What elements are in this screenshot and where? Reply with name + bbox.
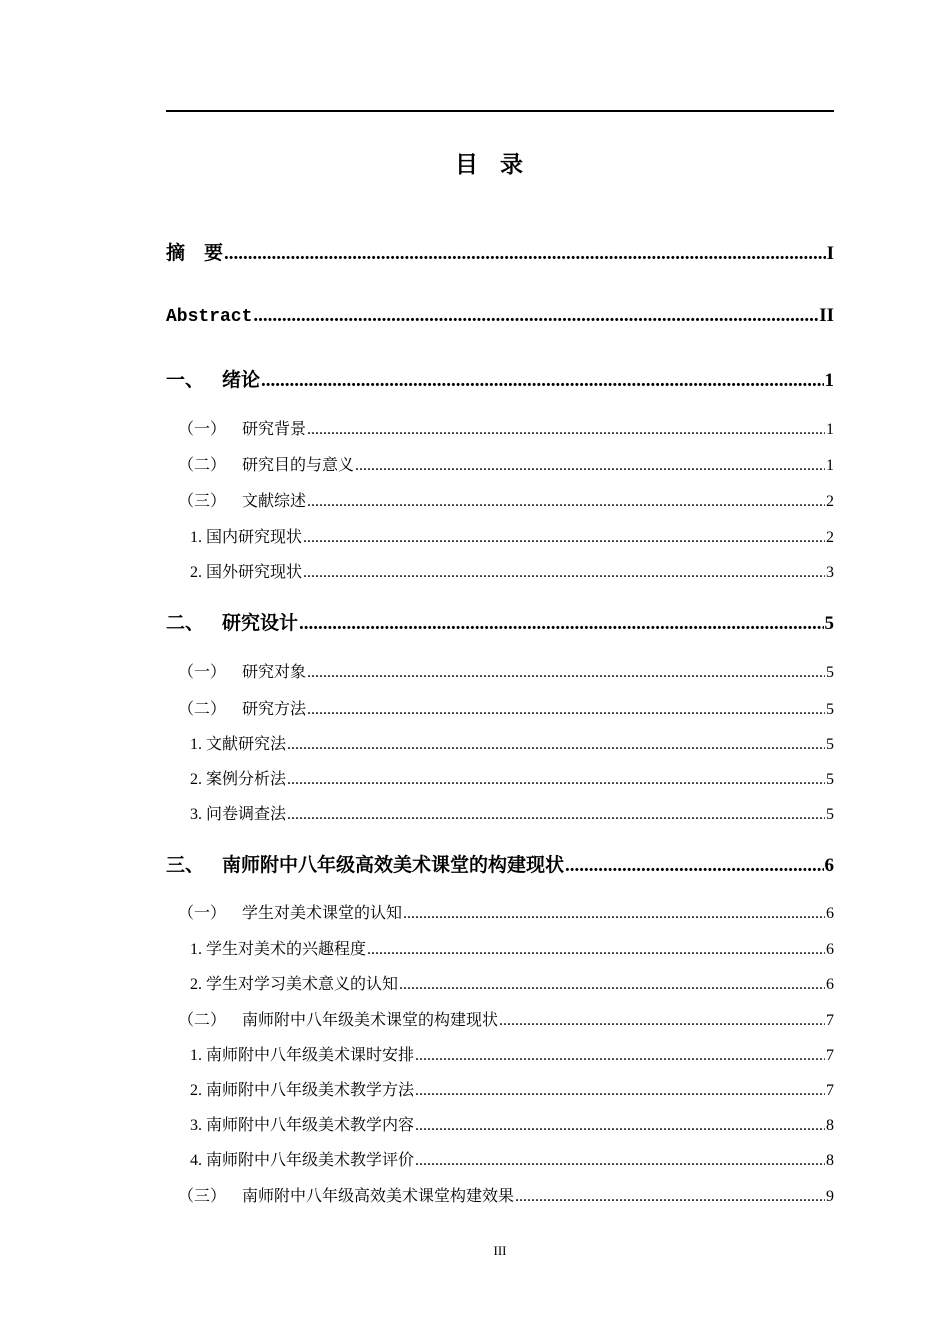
- toc-leader: [415, 1115, 825, 1137]
- toc-entry-subsection-1-3-2[interactable]: [166, 562, 834, 584]
- toc-entry-text: 案例分析法: [206, 771, 287, 788]
- toc-entry-number: （一）: [178, 421, 227, 438]
- toc-leader: [303, 527, 825, 549]
- toc-entry-text: 研究方法: [242, 701, 307, 718]
- toc-entry-text: 国内研究现状: [206, 529, 303, 546]
- toc-leader: [261, 368, 823, 394]
- toc-page-number: 2: [826, 493, 834, 510]
- toc-entry-number: （二）: [178, 457, 227, 474]
- toc-entry-number: 4.: [190, 1152, 202, 1169]
- toc-title: 目录: [455, 152, 545, 178]
- toc-entry-number: 2.: [190, 564, 202, 581]
- toc-entry-text: 研究背景: [242, 421, 307, 438]
- toc-entry-section-1-2[interactable]: [166, 455, 834, 477]
- toc-entry-text: 南师附中八年级高效美术课堂的构建现状: [222, 854, 565, 876]
- toc-page-number: 6: [826, 976, 834, 993]
- toc-leader: [287, 769, 825, 791]
- toc-entry-section-3-2[interactable]: [166, 1010, 834, 1032]
- toc-entry-number: 二、: [166, 612, 205, 634]
- toc-entry-text: 南师附中八年级美术教学方法: [206, 1082, 415, 1099]
- toc-page-number: 1: [826, 457, 834, 474]
- toc-entry-text: 学生对美术的兴趣程度: [206, 941, 367, 958]
- toc-entry-subsection-3-1-1[interactable]: [166, 939, 834, 961]
- toc-leader: [403, 903, 825, 925]
- toc-page-number: 6: [826, 941, 834, 958]
- toc-leader: [253, 303, 818, 329]
- toc-page-number: 5: [826, 771, 834, 788]
- toc-entry-text: 国外研究现状: [206, 564, 303, 581]
- toc-page-number: 5: [824, 613, 834, 634]
- toc-page-number: 8: [826, 1117, 834, 1134]
- toc-entry-text: 学生对学习美术意义的认知: [206, 976, 399, 993]
- toc-entry-number: （一）: [178, 905, 227, 922]
- toc-entry-section-1-1[interactable]: [166, 419, 834, 441]
- toc-entry-subsection-2-2-2[interactable]: [166, 769, 834, 791]
- toc-entry-text: 研究对象: [242, 664, 307, 681]
- toc-page-number: 9: [826, 1188, 834, 1205]
- toc-entry-number: 1.: [190, 1047, 202, 1064]
- toc-leader: [367, 939, 825, 961]
- toc-entry-subsection-3-1-2[interactable]: [166, 974, 834, 996]
- toc-entry-subsection-3-2-1[interactable]: [166, 1045, 834, 1067]
- toc-entry-text: 文献综述: [242, 493, 307, 510]
- toc-entry-text: 南师附中八年级美术教学内容: [206, 1117, 415, 1134]
- toc-entry-subsection-3-2-2[interactable]: [166, 1080, 834, 1102]
- toc-page-number: II: [819, 305, 834, 326]
- toc-leader: [287, 734, 825, 756]
- toc-page-number: 3: [826, 564, 834, 581]
- toc-page-number: 2: [826, 529, 834, 546]
- toc-leader: [499, 1010, 825, 1032]
- toc-entry-text: 问卷调查法: [206, 806, 287, 823]
- toc-page-number: 5: [826, 701, 834, 718]
- toc-leader: [415, 1080, 825, 1102]
- toc-entry-number: 1.: [190, 736, 202, 753]
- toc-leader: [224, 241, 826, 267]
- toc-entry-number: （一）: [178, 664, 227, 681]
- toc-entry-text: 南师附中八年级美术课时安排: [206, 1047, 415, 1064]
- toc-entry-subsection-1-3-1[interactable]: [166, 527, 834, 549]
- toc-entry-subsection-2-2-1[interactable]: [166, 734, 834, 756]
- toc-leader: [415, 1150, 825, 1172]
- toc-entry-abstract-cn[interactable]: [166, 240, 834, 267]
- toc-entry-number: 2.: [190, 976, 202, 993]
- toc-leader: [299, 611, 823, 637]
- toc-page-number: I: [826, 243, 834, 264]
- toc-entry-number: （二）: [178, 1012, 227, 1029]
- toc-entry-text: 文献研究法: [206, 736, 287, 753]
- toc-entry-section-1-3[interactable]: [166, 491, 834, 513]
- toc-entry-chapter-3[interactable]: [166, 852, 834, 879]
- toc-entry-subsection-2-2-3[interactable]: [166, 804, 834, 826]
- toc-page-number: 1: [826, 421, 834, 438]
- toc-entry-text: 学生对美术课堂的认知: [242, 905, 403, 922]
- toc-leader: [415, 1045, 825, 1067]
- toc-leader: [399, 974, 825, 996]
- toc-entry-subsection-3-2-4[interactable]: [166, 1150, 834, 1172]
- toc-entry-number: 1.: [190, 529, 202, 546]
- toc-page-number: 1: [824, 370, 834, 391]
- toc-entry-number: 2.: [190, 1082, 202, 1099]
- toc-entry-number: 三、: [166, 854, 205, 876]
- toc-entry-chapter-1[interactable]: [166, 367, 834, 394]
- toc-entry-text: 南师附中八年级美术课堂的构建现状: [242, 1012, 499, 1029]
- toc-leader: [565, 853, 823, 879]
- toc-entry-number: 2.: [190, 771, 202, 788]
- toc-entry-number: 3.: [190, 806, 202, 823]
- toc-entry-number: （三）: [178, 493, 227, 510]
- toc-leader: [307, 699, 825, 721]
- toc-page-number: 5: [826, 806, 834, 823]
- toc-entry-text: 南师附中八年级高效美术课堂构建效果: [242, 1188, 515, 1205]
- header-rule: [166, 110, 834, 112]
- toc-leader: [287, 804, 825, 826]
- toc-entry-number: 3.: [190, 1117, 202, 1134]
- toc-entry-text: 摘 要: [166, 242, 224, 264]
- toc-entry-section-3-3[interactable]: [166, 1186, 834, 1208]
- toc-page-number: 8: [826, 1152, 834, 1169]
- toc-leader: [307, 419, 825, 441]
- toc-page-number: 5: [826, 664, 834, 681]
- toc-page-number: 7: [826, 1047, 834, 1064]
- toc-leader: [307, 662, 825, 684]
- toc-page-number: 6: [826, 905, 834, 922]
- toc-entry-number: （三）: [178, 1188, 227, 1205]
- toc-page-number: 7: [826, 1082, 834, 1099]
- toc-entry-abstract-en[interactable]: [166, 303, 834, 330]
- toc-entry-number: 1.: [190, 941, 202, 958]
- toc-entry-text: Abstract: [166, 307, 253, 327]
- toc-page-number: 7: [826, 1012, 834, 1029]
- toc-entry-text: 研究设计: [222, 612, 299, 634]
- toc-page-number: 6: [824, 855, 834, 876]
- toc-entry-section-3-1[interactable]: [166, 903, 834, 925]
- toc-entry-chapter-2[interactable]: [166, 610, 834, 637]
- toc-leader: [355, 455, 825, 477]
- toc-leader: [303, 562, 825, 584]
- toc-entry-number: （二）: [178, 701, 227, 718]
- toc-page-number: 5: [826, 736, 834, 753]
- toc-entry-text: 南师附中八年级美术教学评价: [206, 1152, 415, 1169]
- footer-page-number: III: [493, 1243, 507, 1258]
- toc-entry-text: 研究目的与意义: [242, 457, 355, 474]
- toc-entry-number: 一、: [166, 369, 205, 391]
- toc-entry-section-2-1[interactable]: [166, 662, 834, 684]
- toc-leader: [307, 491, 825, 513]
- toc-entry-subsection-3-2-3[interactable]: [166, 1115, 834, 1137]
- toc-entry-text: 绪论: [222, 369, 261, 391]
- toc-leader: [515, 1186, 825, 1208]
- toc-entry-section-2-2[interactable]: [166, 699, 834, 721]
